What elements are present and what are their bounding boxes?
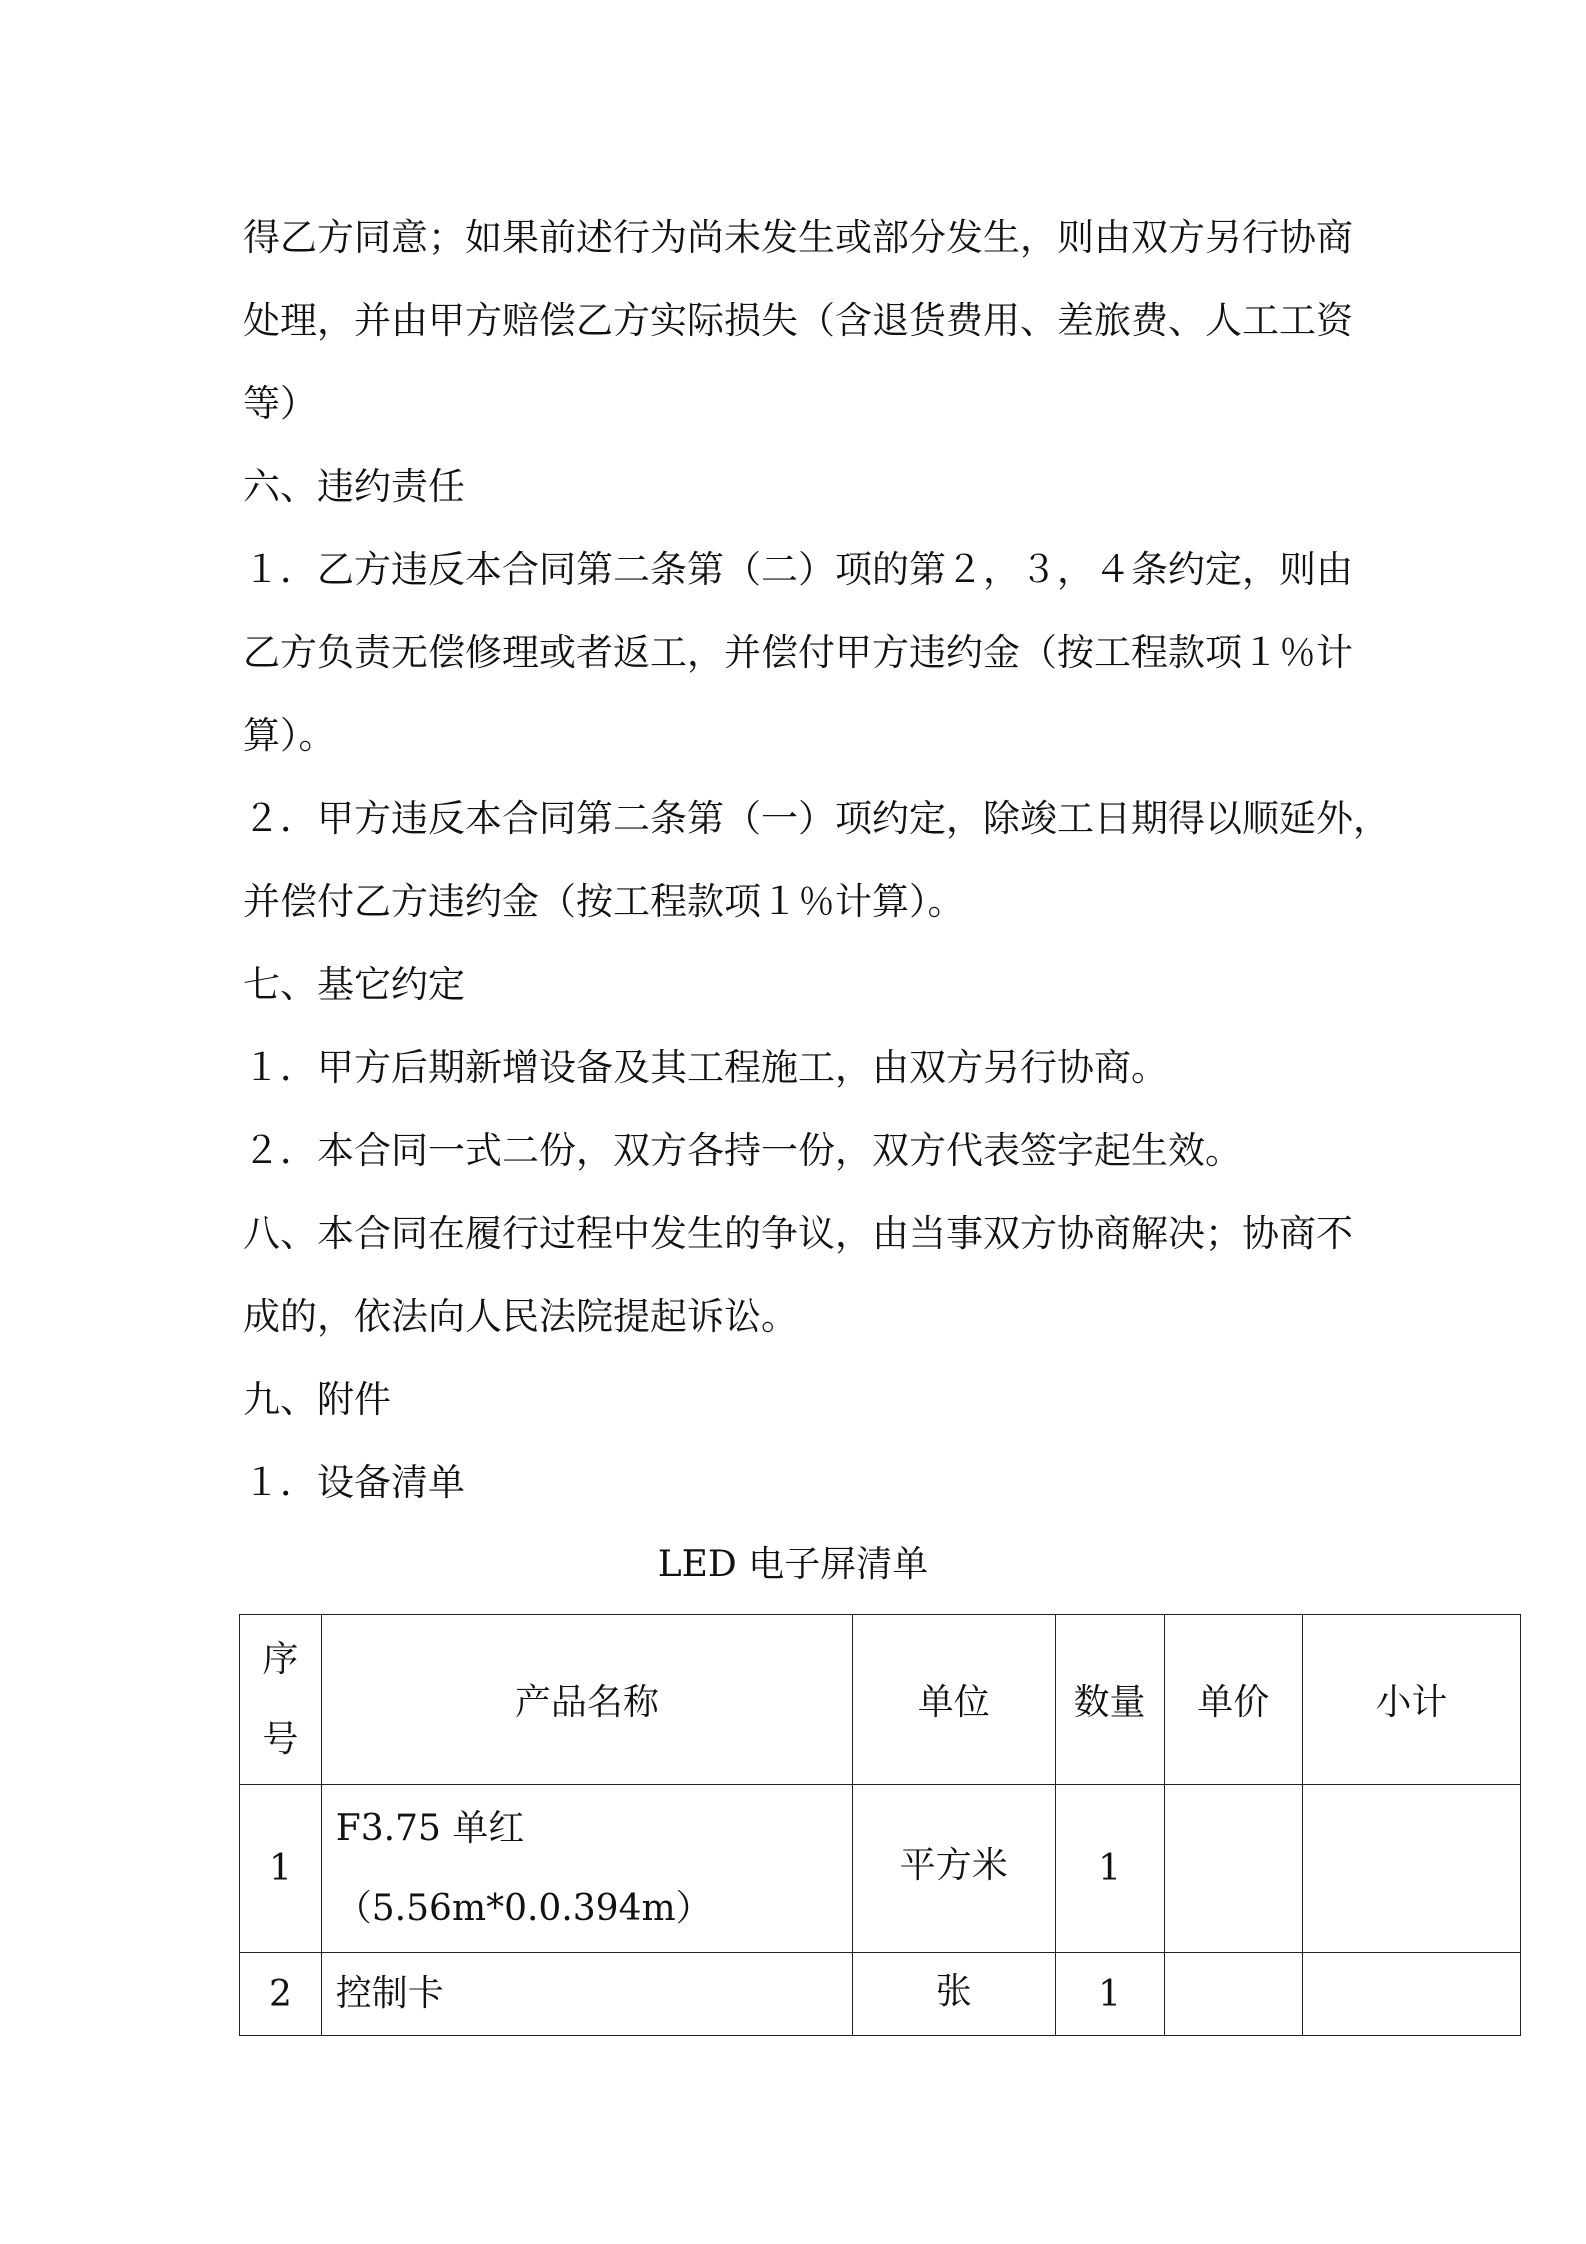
section-heading: 九、附件 <box>243 1378 391 1421</box>
header-subtotal: 小计 <box>1302 1615 1520 1785</box>
table-row <box>240 1953 1521 2036</box>
table-title: LED 电子屏清单 <box>657 1544 929 1585</box>
header-no-line2: 号 <box>262 1718 299 1760</box>
cell-name <box>321 1785 852 1953</box>
table-header-row <box>240 1615 1521 1785</box>
equipment-table <box>239 1614 1521 2036</box>
cell-unit-text: 张 <box>935 1970 972 2012</box>
paragraph-line: ２．本合同一式二份，双方各持一份，双方代表签字起生效。 <box>243 1129 1242 1172</box>
header-name: 产品名称 <box>321 1615 852 1785</box>
paragraph-line: 处理，并由甲方赔偿乙方实际损失（含退货费用、差旅费、人工工资 <box>243 299 1353 342</box>
paragraph-line: 成的，依法向人民法院提起诉讼。 <box>243 1295 798 1338</box>
cell-subtotal <box>1302 1953 1520 2036</box>
header-no <box>240 1615 322 1785</box>
paragraph-line: 八、本合同在履行过程中发生的争议，由当事双方协商解决；协商不 <box>243 1212 1353 1255</box>
cell-price <box>1164 1785 1302 1953</box>
paragraph-line: 得乙方同意；如果前述行为尚未发生或部分发生，则由双方另行协商 <box>243 216 1353 259</box>
paragraph-line: 等） <box>243 382 317 425</box>
cell-name-line1: 控制卡 <box>335 1973 444 2014</box>
paragraph-line: １．甲方后期新增设备及其工程施工，由双方另行协商。 <box>243 1046 1168 1089</box>
cell-name-line1: F3.75 单红 <box>335 1807 525 1849</box>
section-heading: 七、基它约定 <box>243 963 465 1006</box>
contract-body <box>243 196 1390 1524</box>
paragraph-line: 并偿付乙方违约金（按工程款项１％计算）。 <box>243 880 965 923</box>
cell-unit-text: 平方米 <box>899 1845 1008 1886</box>
cell-unit <box>852 1953 1055 2036</box>
paragraph-line: １．设备清单 <box>243 1461 465 1504</box>
paragraph-line: 算）。 <box>243 714 336 757</box>
cell-price <box>1164 1953 1302 2036</box>
cell-no: 1 <box>240 1785 322 1953</box>
cell-subtotal <box>1302 1785 1520 1953</box>
cell-qty: 1 <box>1055 1953 1164 2036</box>
section-heading: 六、违约责任 <box>243 465 465 508</box>
cell-name <box>321 1953 852 2036</box>
cell-no: 2 <box>240 1953 322 2036</box>
header-price: 单价 <box>1164 1615 1302 1785</box>
header-no-line1: 序 <box>262 1638 299 1680</box>
header-unit: 单位 <box>852 1615 1055 1785</box>
paragraph-line: 乙方负责无偿修理或者返工，并偿付甲方违约金（按工程款项１％计 <box>243 631 1353 674</box>
paragraph-line: １．乙方违反本合同第二条第（二）项的第２，３，４条约定，则由 <box>243 548 1353 591</box>
table-row <box>240 1785 1521 1953</box>
cell-qty: 1 <box>1055 1785 1164 1953</box>
cell-unit <box>852 1785 1055 1953</box>
header-qty: 数量 <box>1055 1615 1164 1785</box>
cell-name-line2: （5.56m*0.0.394m） <box>335 1887 712 1929</box>
paragraph-line: ２．甲方违反本合同第二条第（一）项约定，除竣工日期得以顺延外， <box>243 797 1390 840</box>
